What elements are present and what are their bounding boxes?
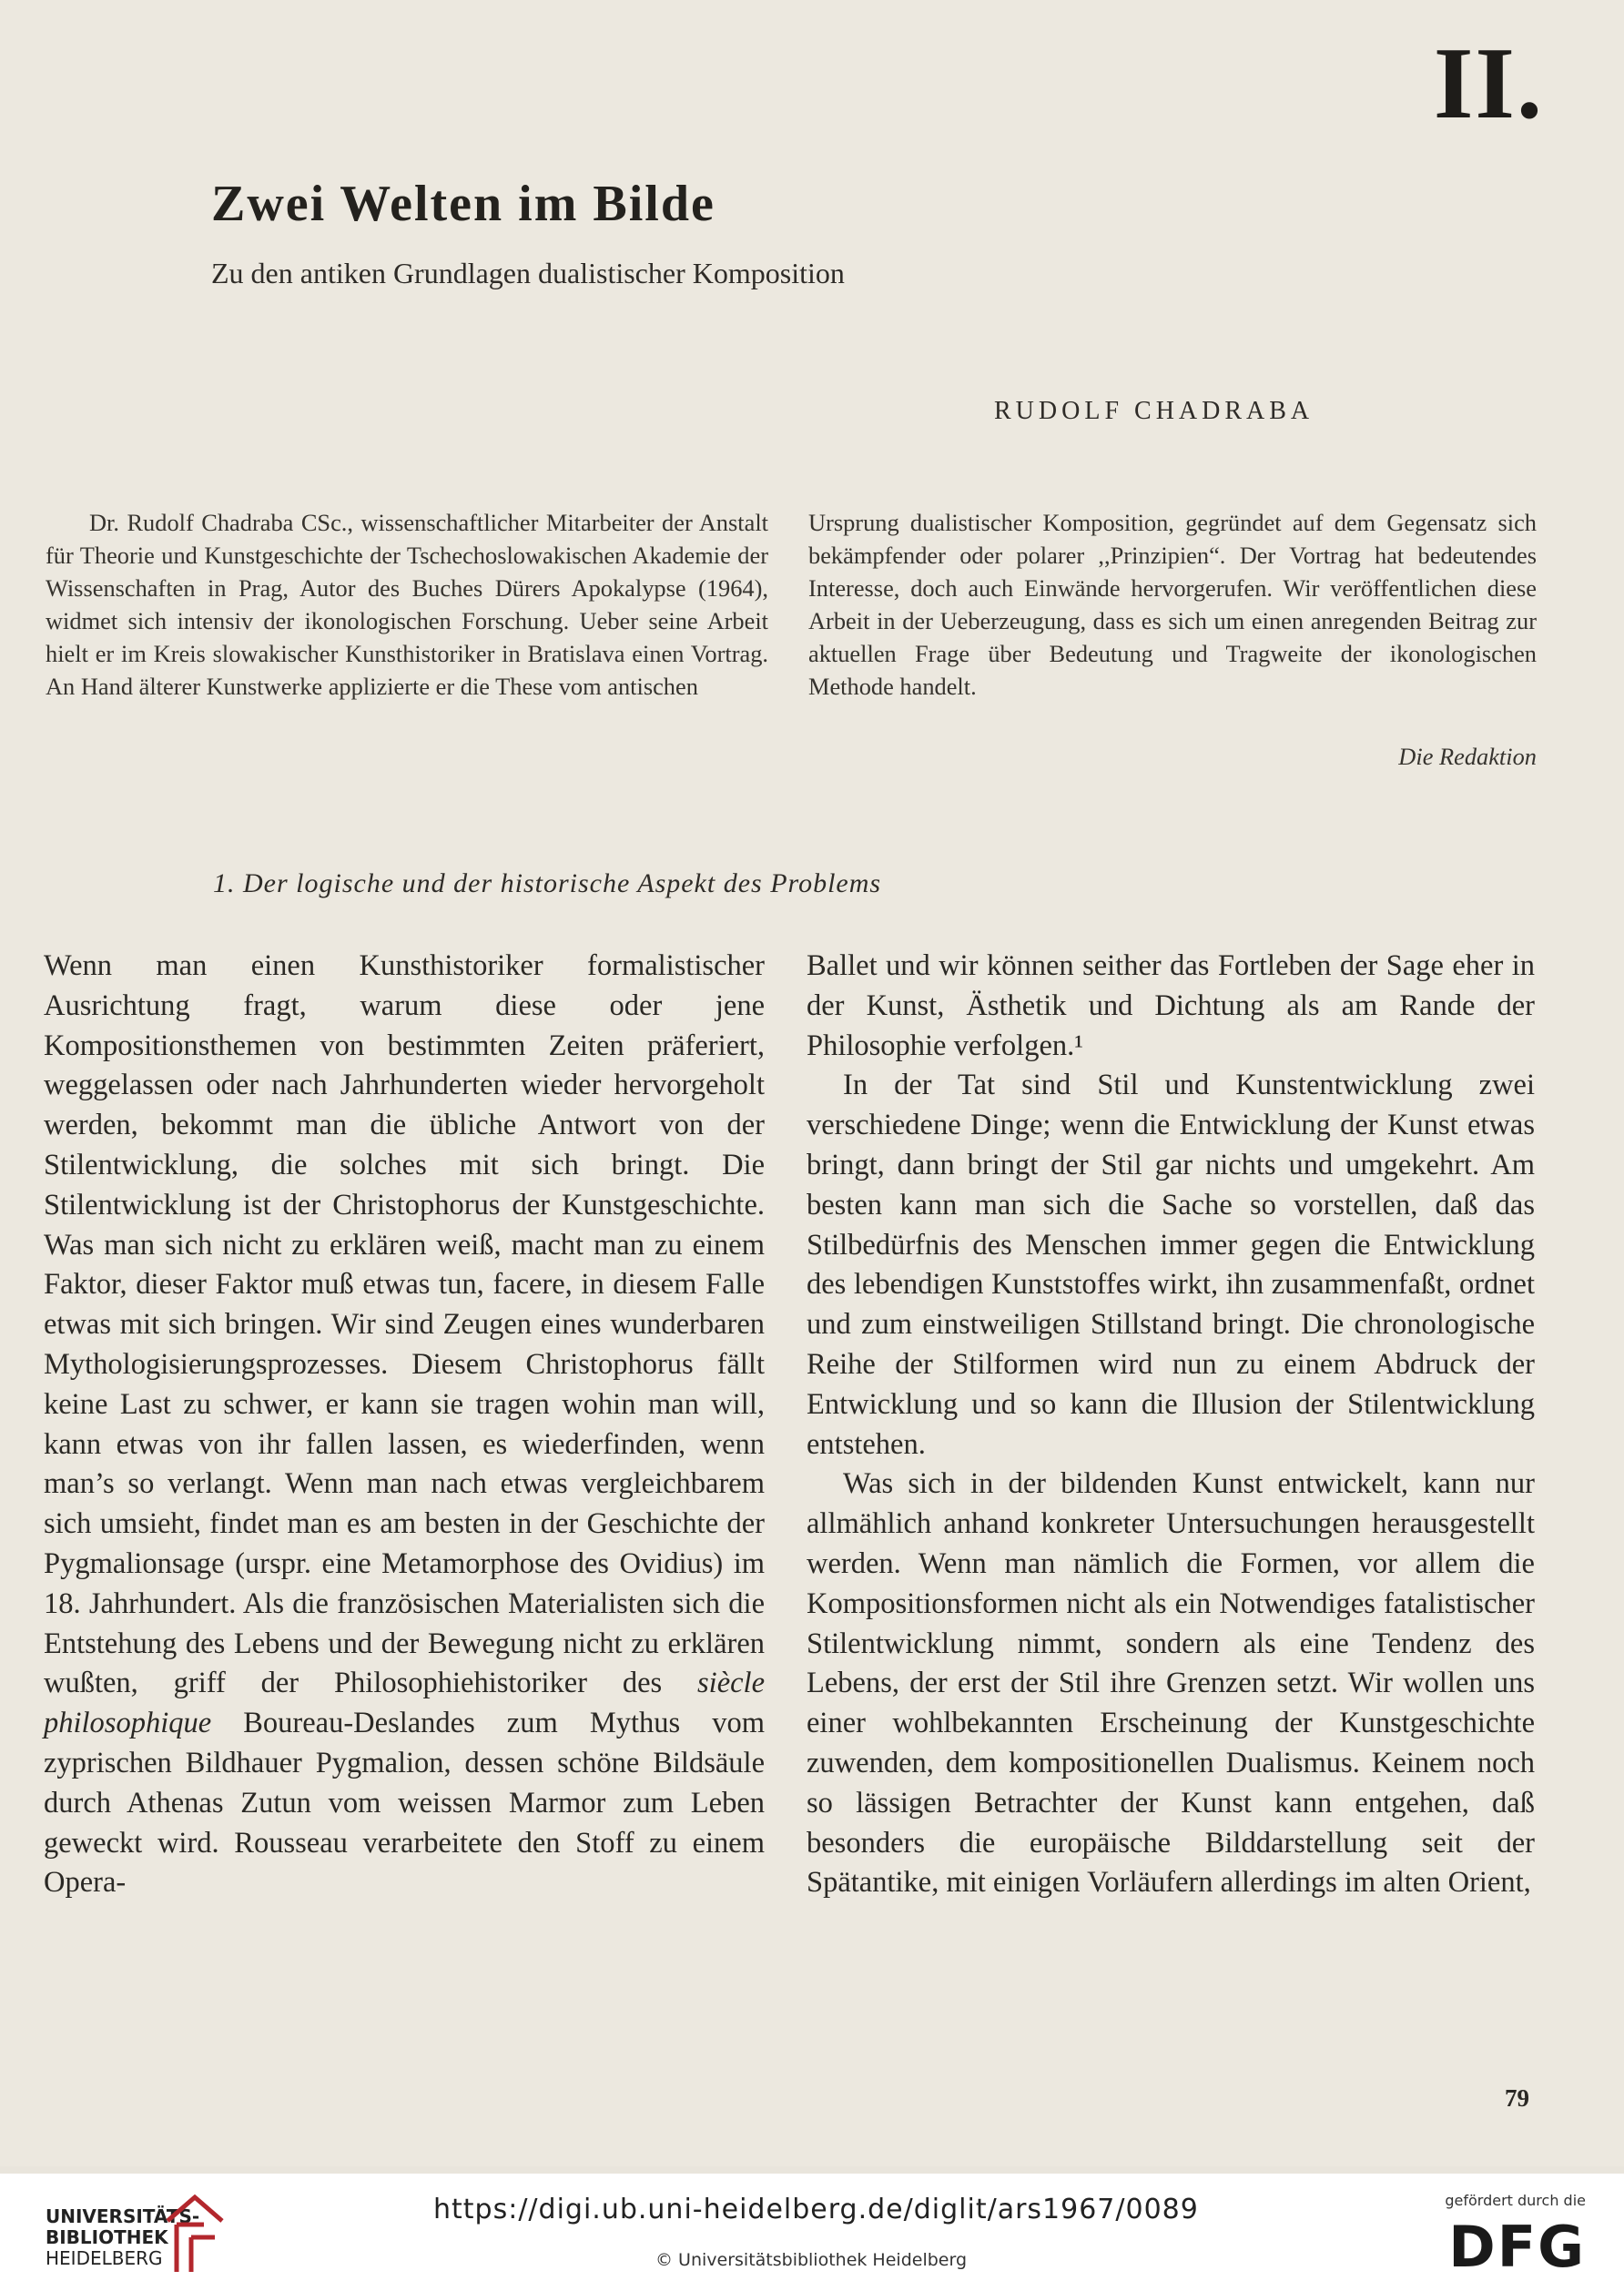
dfg-logo[interactable]: DFG [1448, 2214, 1586, 2280]
editorial-note-right: Ursprung dualistischer Komposition, gegründet auf dem Gegensatz sich bekämpfender oder polarer ,,Prinzipien“. Der Vortrag hat bedeutendes Interesse, doch auch Einwände hervorgerufen. Wir veröffentlichen diese Arbeit in der Ueberzeugung, dass es sich um einen anregenden Beitrag zur aktuellen Frage über Bedeutung und Tragweite der ikonologischen Methode handelt. [808, 509, 1537, 700]
body-paragraph: Ballet und wir können seither das Fortleben der Sage eher in der Kunst, Ästhetik und Dichtung als am Rande der Philosophie verfolgen.¹ [807, 949, 1535, 1062]
article-author: RUDOLF CHADRABA [994, 397, 1314, 425]
library-name-line: UNIVERSITÄTS- [46, 2205, 200, 2227]
body-paragraph: In der Tat sind Stil und Kunstentwicklung zwei verschiedene Dinge; wenn die Entwicklung der Kunst etwas bringt, dann bringt der Stil gar nichts und umgekehrt. Am besten kann man sich die Sache so vorstellen, daß das Stilbedürfnis des Menschen immer gegen die Entwicklung des lebendigen Kunststoffes wirkt, ihn zusammenfaßt, ordnet und zum einstweiligen Stillstand bringt. Die chronologische Reihe der Stilformen wird nun zu einem Abdruck der Entwicklung und so kann die Illusion der Stilentwicklung entstehen. [807, 1069, 1535, 1461]
body-paragraph: Was sich in der bildenden Kunst entwickelt, kann nur allmählich anhand konkreter Untersuchungen herausgestellt werden. Wenn man nämlich die Formen, vor allem die Kompositionsformen nicht als ein Notwendiges fatalistischer Stilentwicklung nimmt, sondern als eine Tendenz des Lebens, der erst der Stil ihre Grenzen setzt. Wir wollen uns einer wohlbekannten Erscheinung der Kunstgeschichte zuwenden, dem kompositionellen Dualismus. Keinem noch so lässigen Betrachter der Kunst kann entgehen, daß besonders die europäische Bilddarstellung seit der Spätantike, mit einigen Vorläufern allerdings im alten Orient, [807, 1467, 1535, 1900]
article-subtitle: Zu den antiken Grundlagen dualistischer Komposition [211, 257, 845, 289]
body-text: Wenn man einen Kunsthistoriker formalistischer Ausrichtung fragt, warum diese oder jene Kompositionsthemen von bestimmten Zeiten präferiert, weggelassen oder nach Jahrhunderten wieder hervorgeholt werden, bekommt man die übliche Antwort von der Stilentwicklung, die solches mit sich bringt. Die Stilentwicklung ist der Christophorus der Kunstgeschichte. Was man sich nicht zu erklären weiß, macht man zu einem Faktor, dieser Faktor muß etwas tun, facere, in diesem Falle etwas mit sich bringen. Wir sind Zeugen eines wunderbaren Mythologisierungsprozesses. Diesem Christophorus fällt keine Last zu schwer, er kann sie tragen wohin man will, kann etwas von ihr fallen lassen, es wiederfinden, wenn man’s so verlangt. Wenn man nach etwas vergleichbarem sich umsieht, findet man es am besten in der Geschichte der Pygmalionsage (urspr. eine Metamorphose des Ovidius) im 18. Jahrhundert. Als die französischen Materialisten sich die Entstehung des Lebens und der Bewegung nicht zu erklären wußten, griff der Philosophiehistoriker des [44, 949, 765, 1700]
permalink-url[interactable]: https://digi.ub.uni-heidelberg.de/diglit/ars1967/0089 [433, 2194, 1199, 2225]
article-title: Zwei Welten im Bilde [211, 176, 716, 232]
section-heading: 1. Der logische und der historische Aspekt des Problems [213, 868, 882, 898]
library-name-line: HEIDELBERG [46, 2247, 163, 2269]
body-text-italic: siècle philosophique [44, 1667, 766, 1740]
digitization-footer [0, 2174, 1624, 2291]
body-column-right [807, 947, 1535, 1903]
funding-note: gefördert durch die [1445, 2192, 1586, 2209]
library-name-line: BIBLIOTHEK [46, 2226, 168, 2248]
body-paragraph [44, 947, 765, 1903]
body-column-left [44, 947, 765, 1903]
library-logo-icon [164, 2194, 226, 2276]
part-number: II. [1433, 27, 1544, 140]
body-text: Boureau-Deslandes zum Mythus vom zyprischen Bildhauer Pygmalion, dessen schöne Bildsäule durch Athenas Zutun vom weissen Marmor zum Leben geweckt wird. Rousseau verarbeitete den Stoff zu einem Opera- [44, 1707, 766, 1900]
editorial-note-left: Dr. Rudolf Chadraba CSc., wissenschaftlicher Mitarbeiter der Anstalt für Theorie und Kunstgeschichte der Tschechoslowakischen Akademie der Wissenschaften in Prag, Autor des Buches Dürers Apokalypse (1964), widmet sich intensiv der ikonologischen Forschung. Ueber seine Arbeit hielt er im Kreis slowakischer Kunsthistoriker in Bratislava einen Vortrag. An Hand älterer Kunstwerke applizierte er die These vom antischen [46, 509, 768, 700]
copyright-notice: © Universitätsbibliothek Heidelberg [655, 2250, 968, 2270]
editorial-signature: Die Redaktion [1398, 743, 1537, 770]
page-number: 79 [1505, 2084, 1529, 2112]
